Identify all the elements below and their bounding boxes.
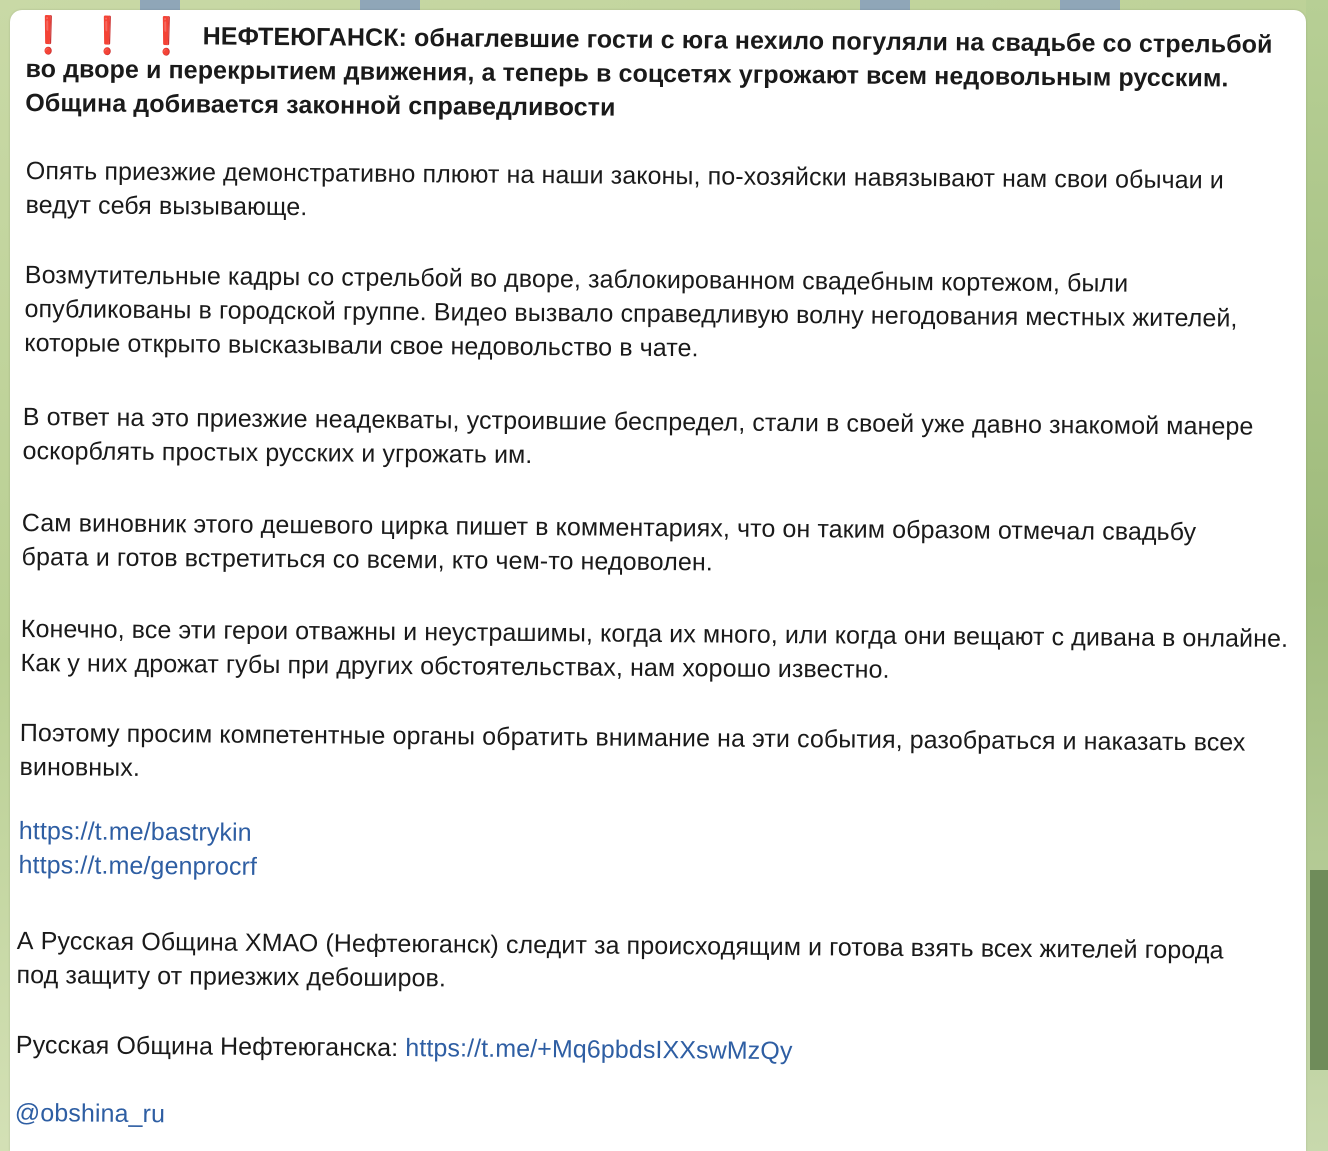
message-bubble [10, 10, 1306, 1151]
post-paragraph: Сам виновник этого дешевого цирка пишет в комментариях, что он таким образом отмечал свадьбу брата и готов встретиться со всеми, кто чем-то недоволен. [21, 508, 1197, 577]
exclamation-icon: ❗ [27, 14, 69, 56]
post-paragraph: Конечно, все эти герои отважны и неустрашимы, когда их много, или когда они вещают с дивана в онлайне. Как у них дрожат губы при других обстоятельствах, нам хорошо известно. [20, 614, 1289, 684]
channel-mention-link[interactable]: @obshina_ru [14, 1098, 166, 1129]
post-paragraph: В ответ на это приезжие неадекваты, устроившие беспредел, стали в своей уже давно знакомой манере оскорблять простых русских и угрожать им. [22, 402, 1254, 470]
link-bastrykin[interactable]: https://t.me/bastrykin [18, 816, 252, 847]
links-block [18, 814, 619, 887]
chat-invite-link[interactable]: https://t.me/+Mq6pbdsIXXswMzQy [405, 1034, 793, 1066]
mention-line [15, 1096, 415, 1133]
post-paragraph: Опять приезжие демонстративно плюют на наши законы, по-хозяйски навязывают нам свои обычаи и ведут себя вызывающе. [25, 156, 1225, 222]
link-genprocrf[interactable]: https://t.me/genprocrf [18, 850, 258, 881]
exclamation-icon: ❗ [86, 14, 128, 56]
chat-label: Русская Община Нефтеюганска: [15, 1030, 406, 1063]
post-title [25, 16, 1304, 130]
post-paragraph: Поэтому просим компетентные органы обратить внимание на эти события, разобраться и наказать всех виновных. [19, 718, 1246, 782]
post-title-text: НЕФТЕЮГАНСК: обнаглевшие гости с юга нехило погуляли на свадьбе со стрельбой во дворе и перекрытием движения, а теперь в соцсетях угрожают всем недовольным русским. Община добивается законной справедливости [25, 22, 1273, 122]
chat-wallpaper [1306, 0, 1328, 1151]
post-paragraph: А Русская Община ХМАО (Нефтеюганск) следит за происходящим и готова взять всех жителей города под защиту от приезжих дебоширов. [16, 926, 1224, 993]
chat-link-line [16, 1028, 1016, 1070]
post-paragraph: Возмутительные кадры со стрельбой во дворе, заблокированном свадебным кортежом, были опубликованы в городской группе. Видео вызвало справедливую волну негодования местных жителей, которые открыто высказывали свое недовольство в чате. [24, 260, 1238, 363]
exclamation-icon: ❗ [145, 14, 187, 57]
